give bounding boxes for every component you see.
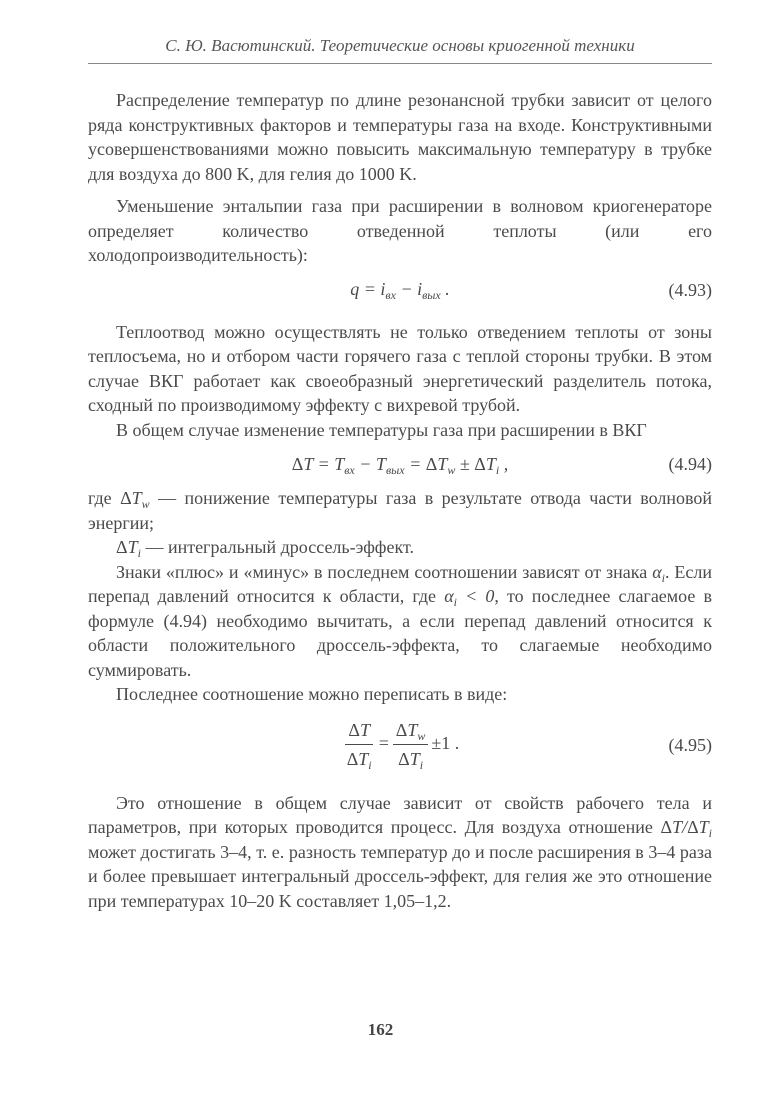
formula-4-93: $q = i_{вх} - i_{вых}$ . (350, 279, 450, 303)
formula-4-95: $\frac{\Delta T}{\Delta T_i}$ = $\frac{\Delta T_w}{\Delta T_i}$ ±1 . (346, 719, 460, 772)
paragraph-7-part-c: , то последнее слагаемое в формуле (4.94) необходимо вычитать, а если перепад давлений относится к области положительного дроссель-эффекта, то слагаемые необходимо суммировать. (88, 586, 713, 680)
paragraph-7-part-b: . Если перепад давлений относится к области, где (88, 561, 713, 606)
paragraph-8: Последнее соотношение можно переписать в виде: (116, 684, 508, 704)
symbol-delta-ti: $\Delta T_i$ (116, 537, 141, 560)
paragraph-7-part-a: Знаки «плюс» и «минус» в последнем соотношении зависят от знака (116, 561, 648, 582)
condition-alpha-negative: $\alpha_i < 0$ (444, 586, 495, 609)
equation-4-93 (88, 268, 712, 312)
paragraph-6 (88, 535, 712, 560)
paragraph-9-part-a: Это отношение в общем случае зависит от свойств рабочего тела и параметров, при которых проводится процесс. Для воздуха отношение (88, 792, 712, 837)
running-header: С. Ю. Васютинский. Теоретические основы криогенной техники (165, 36, 635, 55)
paragraph-9-part-b: может достигать 3–4, т. е. разность температур до и после расширения в 3–4 раза и более превышает интегральный дроссель-эффект, для гелия же это отношение при температурах 10–20 K составляет 1,05–1,2. (88, 841, 712, 911)
paragraph-4: В общем случае изменение температуры газа при расширении в ВКГ (116, 419, 647, 440)
page-number: 162 (367, 1020, 394, 1039)
paragraph-9 (88, 791, 712, 914)
equation-number-4-95: (4.95) (668, 734, 712, 755)
equation-number-4-93: (4.93) (668, 279, 712, 300)
paragraph-1: Распределение температур по длине резонансной трубки зависит от целого ряда конструктивных факторов и температуры газа на входе. Конструктивными усовершенствованиями можно повысить максимальную температуру в трубке для воздуха до 800 K, для гелия до 1000 K. (88, 90, 712, 184)
equation-4-95 (88, 707, 712, 783)
equation-number-4-94: (4.94) (668, 453, 712, 474)
formula-4-94: $\Delta T = T_{вх} - T_{вых} = \Delta T_w \pm \Delta T_i$ , (291, 453, 509, 477)
definition-delta-tw: — понижение температуры газа в результате отвода части волновой энергии; (88, 488, 713, 533)
paragraph-2: Уменьшение энтальпии газа при расширении в волновом криогенераторе определяет количество отведенной теплоты (или его холодопроизводительность): (88, 196, 712, 265)
paragraph-3: Теплоотвод можно осуществлять не только отведением теплоты от зоны теплосъема, но и отбором части горячего газа с теплой стороны трубки. В этом случае ВКГ работает как своеобразный энергетический разделитель потока, сходный по производимому эффекту с вихревой трубой. (88, 321, 712, 415)
where-word: где (88, 488, 112, 508)
ratio-delta-t: $\Delta T/\Delta T_i$ (660, 817, 713, 840)
symbol-alpha-i: $\alpha_i$ (652, 561, 665, 585)
paragraph-5 (88, 486, 712, 535)
definition-delta-ti: — интегральный дроссель-эффект. (145, 537, 414, 557)
page-body (88, 88, 712, 913)
equation-4-94 (88, 442, 712, 486)
symbol-delta-tw: $\Delta T_w$ (120, 488, 150, 511)
header-rule (88, 63, 712, 64)
paragraph-7 (88, 560, 712, 683)
